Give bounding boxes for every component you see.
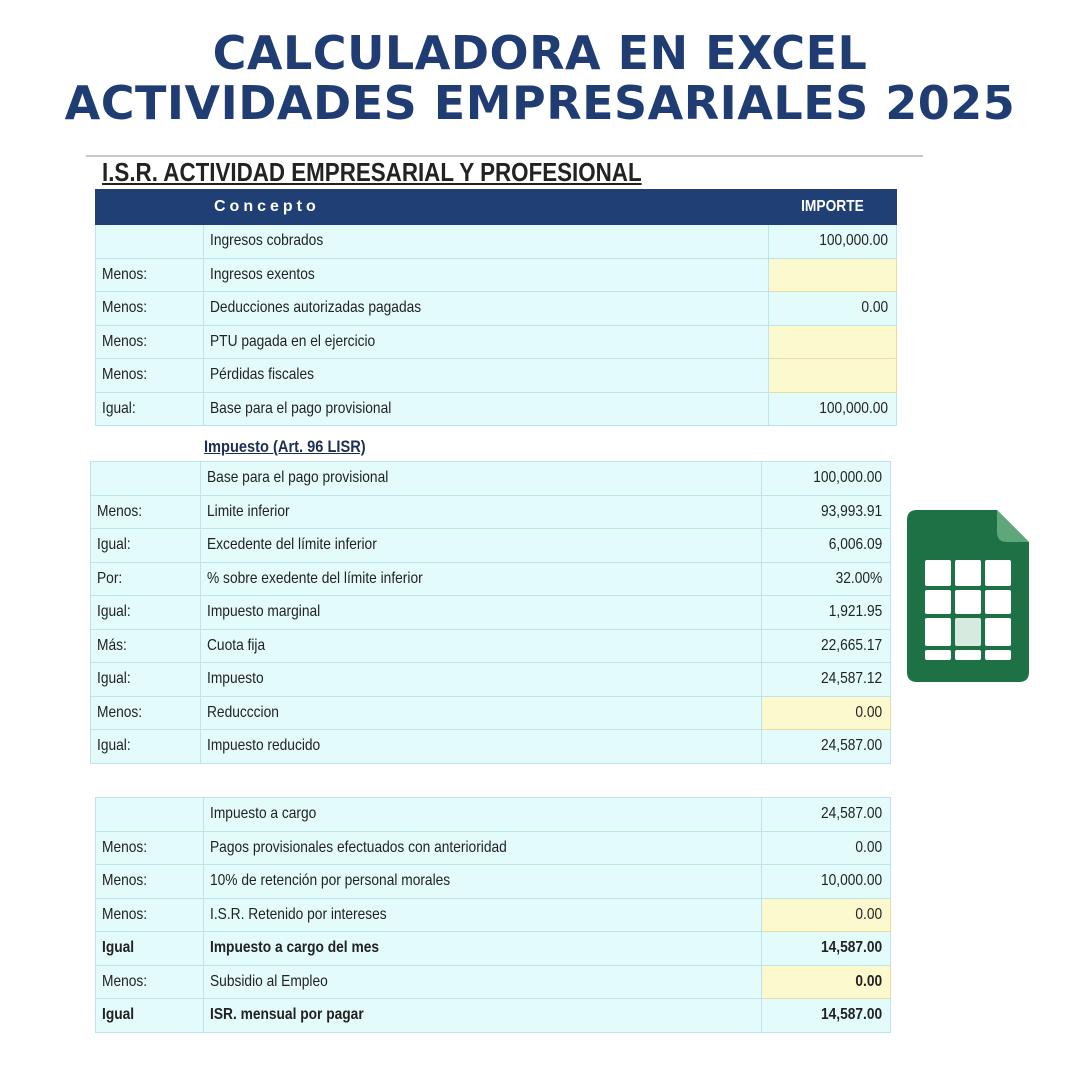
table-row (91, 495, 891, 529)
row-concept: Excedente del límite inferior (201, 529, 762, 563)
table-row (96, 865, 891, 899)
row-op: Menos: (96, 831, 204, 865)
row-concept: Impuesto marginal (201, 596, 762, 630)
table-row (91, 529, 891, 563)
table-row (91, 730, 891, 764)
row-concept: Impuesto a cargo (204, 798, 762, 832)
row-concept: % sobre exedente del límite inferior (201, 562, 762, 596)
row-concept: 10% de retención por personal morales (204, 865, 762, 899)
table-row (91, 562, 891, 596)
row-op: Igual: (91, 596, 201, 630)
row-op: Menos: (96, 325, 204, 359)
table-header (96, 190, 897, 225)
row-op: Menos: (91, 696, 201, 730)
row-op: Menos: (91, 495, 201, 529)
amount-cell[interactable]: 14,587.00 (762, 999, 891, 1033)
input-cell[interactable]: 0.00 (762, 696, 891, 730)
table-row (96, 932, 891, 966)
table-row (91, 696, 891, 730)
row-op: Igual: (91, 663, 201, 697)
amount-cell[interactable]: 100,000.00 (769, 392, 897, 426)
row-op (96, 225, 204, 259)
row-op (96, 798, 204, 832)
row-concept: Ingresos exentos (204, 258, 769, 292)
header-concept: Concepto (204, 190, 769, 225)
input-cell[interactable] (769, 325, 897, 359)
header-amount: IMPORTE (769, 190, 897, 225)
input-cell[interactable]: 0.00 (762, 898, 891, 932)
page-headline (0, 28, 1080, 128)
table-row (96, 258, 897, 292)
row-concept: Limite inferior (201, 495, 762, 529)
amount-cell[interactable]: 93,993.91 (762, 495, 891, 529)
amount-cell[interactable]: 0.00 (769, 292, 897, 326)
row-op: Menos: (96, 359, 204, 393)
amount-cell[interactable]: 32.00% (762, 562, 891, 596)
amount-cell[interactable]: 6,006.09 (762, 529, 891, 563)
amount-cell[interactable]: 24,587.12 (762, 663, 891, 697)
amount-cell[interactable]: 24,587.00 (762, 730, 891, 764)
amount-cell[interactable]: 24,587.00 (762, 798, 891, 832)
section-label: Impuesto (Art. 96 LISR) (204, 437, 366, 456)
row-concept: Base para el pago provisional (201, 462, 762, 496)
amount-cell[interactable]: 22,665.17 (762, 629, 891, 663)
row-op: Igual: (96, 392, 204, 426)
headline-line-1: CALCULADORA EN EXCEL (212, 26, 868, 80)
table-row (96, 325, 897, 359)
row-op: Igual: (91, 529, 201, 563)
row-concept: Pérdidas fiscales (204, 359, 769, 393)
row-concept: Reducccion (201, 696, 762, 730)
tax-table (90, 461, 891, 764)
row-op: Menos: (96, 258, 204, 292)
table-row (91, 663, 891, 697)
row-op: Por: (91, 562, 201, 596)
row-concept: ISR. mensual por pagar (204, 999, 762, 1033)
row-op: Menos: (96, 865, 204, 899)
table-row (96, 392, 897, 426)
sheet-title: I.S.R. ACTIVIDAD EMPRESARIAL Y PROFESIONAL (102, 157, 642, 187)
row-op: Menos: (96, 898, 204, 932)
row-concept: Impuesto a cargo del mes (204, 932, 762, 966)
row-op: Igual (96, 932, 204, 966)
row-concept: Pagos provisionales efectuados con anterioridad (204, 831, 762, 865)
table-row (96, 798, 891, 832)
row-concept: Impuesto (201, 663, 762, 697)
header-op (96, 190, 204, 225)
row-concept: Subsidio al Empleo (204, 965, 762, 999)
amount-cell[interactable]: 100,000.00 (762, 462, 891, 496)
table-row (96, 831, 891, 865)
table-row (91, 462, 891, 496)
input-cell[interactable] (769, 258, 897, 292)
table-row (96, 898, 891, 932)
row-op (91, 462, 201, 496)
amount-cell[interactable]: 14,587.00 (762, 932, 891, 966)
row-concept: Base para el pago provisional (204, 392, 769, 426)
table-row (91, 629, 891, 663)
input-cell[interactable] (769, 359, 897, 393)
amount-cell[interactable]: 0.00 (762, 831, 891, 865)
amount-cell[interactable]: 100,000.00 (769, 225, 897, 259)
google-sheets-icon (907, 510, 1029, 682)
row-concept: PTU pagada en el ejercicio (204, 325, 769, 359)
income-table (95, 189, 897, 426)
row-concept: Deducciones autorizadas pagadas (204, 292, 769, 326)
table-row (96, 225, 897, 259)
row-concept: Ingresos cobrados (204, 225, 769, 259)
row-op: Igual (96, 999, 204, 1033)
input-cell[interactable]: 0.00 (762, 965, 891, 999)
row-op: Más: (91, 629, 201, 663)
row-concept: I.S.R. Retenido por intereses (204, 898, 762, 932)
row-op: Menos: (96, 965, 204, 999)
amount-cell[interactable]: 10,000.00 (762, 865, 891, 899)
table-row (91, 596, 891, 630)
table-row (96, 965, 891, 999)
row-concept: Impuesto reducido (201, 730, 762, 764)
table-row (96, 999, 891, 1033)
row-op: Menos: (96, 292, 204, 326)
amount-cell[interactable]: 1,921.95 (762, 596, 891, 630)
headline-line-2: ACTIVIDADES EMPRESARIALES 2025 (64, 76, 1016, 130)
table-row (96, 292, 897, 326)
payment-table (95, 797, 891, 1033)
row-concept: Cuota fija (201, 629, 762, 663)
row-op: Igual: (91, 730, 201, 764)
table-row (96, 359, 897, 393)
